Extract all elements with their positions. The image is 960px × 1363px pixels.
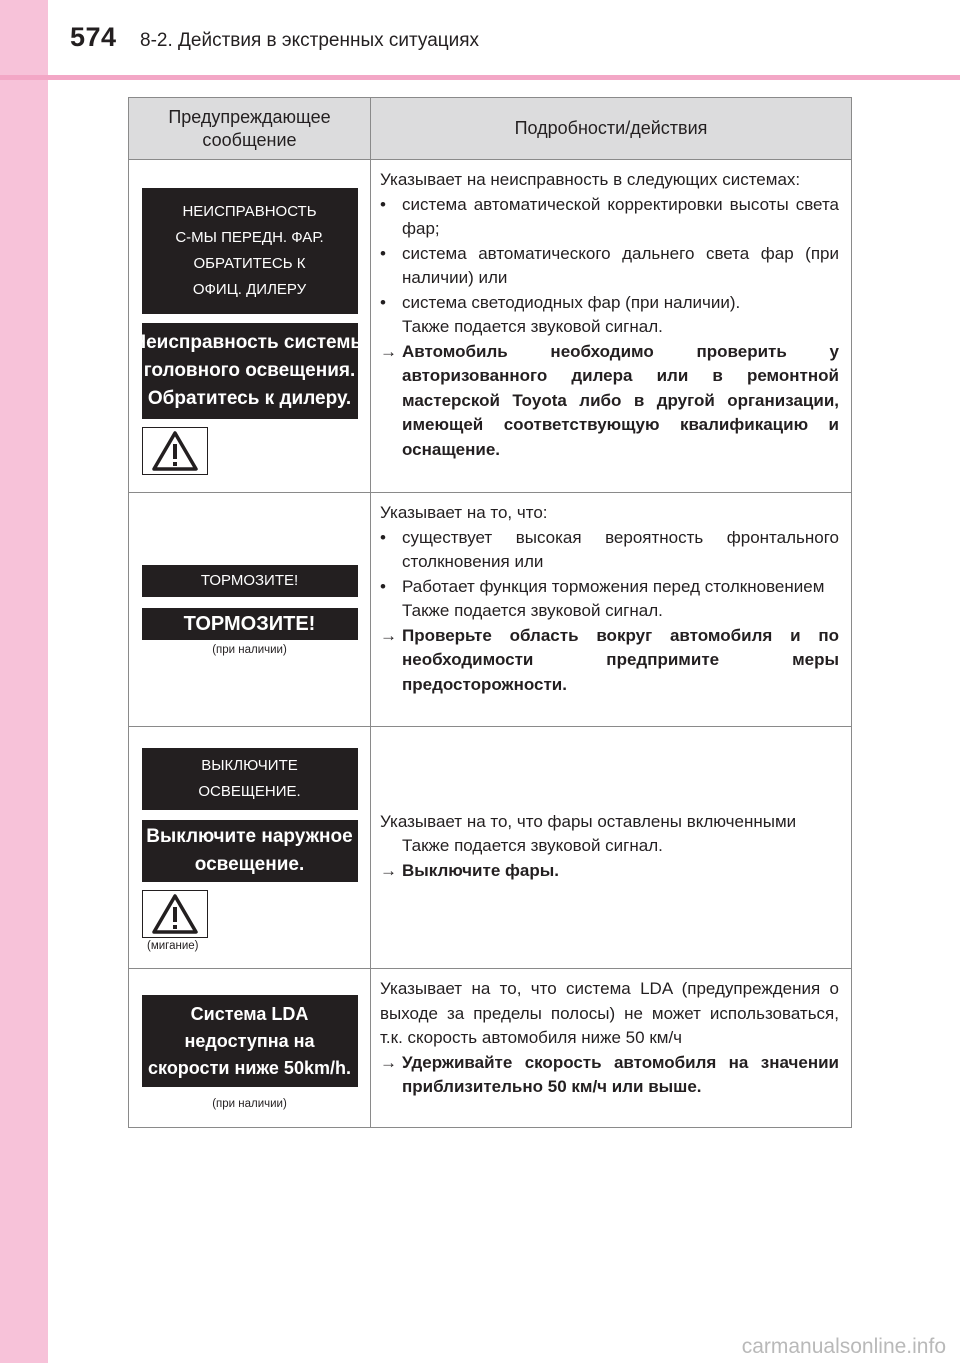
list-item (380, 575, 839, 600)
display-line: ВЫКЛЮЧИТЕ (201, 757, 298, 774)
action-instruction (380, 624, 839, 698)
action-text: Проверьте область вокруг автомобиля и по необходимости предпримите меры предосторожности. (402, 625, 839, 694)
display-line: ОСВЕЩЕНИЕ. (198, 783, 301, 800)
arrow-icon: → (380, 1052, 397, 1072)
page-number: 574 (70, 22, 117, 52)
section-title: 8-2. Действия в экстренных ситуациях (140, 30, 480, 51)
display-line: НЕИСПРАВНОСТЬ (182, 203, 317, 220)
display-message-plain (142, 748, 358, 810)
arrow-icon: → (380, 625, 397, 645)
display-line: Система LDA (190, 1003, 309, 1024)
details-cell (371, 969, 852, 1128)
bullet-text: система светодиодных фар (при наличии). (402, 292, 741, 312)
bullet-mark: • (380, 194, 386, 214)
bullet-mark: • (380, 527, 386, 547)
sound-note: Также подается звуковой сигнал. (402, 601, 663, 620)
header-line2: сообщение (202, 129, 297, 150)
message-cell (129, 160, 371, 493)
table-header-row (129, 98, 852, 160)
message-cell (129, 493, 371, 727)
table-row (129, 160, 852, 493)
bullet-mark: • (380, 576, 386, 596)
display-message-bold (142, 820, 358, 882)
header-details: Подробности/действия (371, 98, 852, 160)
display-caption: (при наличии) (212, 644, 287, 656)
details-intro: Указывает на то, что: (380, 503, 548, 522)
table-row (129, 493, 852, 727)
header-rule (0, 75, 960, 80)
details-intro: Указывает на то, что система LDA (предупреждения о выходе за пределы полосы) не может использоваться, т.к. скорость автомобиля ниже 50 км/ч (380, 979, 839, 1047)
display-line: ОФИЦ. ДИЛЕРУ (192, 281, 307, 298)
warning-triangle-icon (142, 427, 208, 475)
display-message-bold (142, 608, 358, 640)
display-line: недоступна на (184, 1030, 315, 1051)
bullet-mark: • (380, 292, 386, 312)
arrow-icon: → (380, 341, 397, 361)
message-cell (129, 727, 371, 969)
display-caption: (мигание) (147, 940, 199, 952)
display-line: Неисправность системы (132, 332, 367, 353)
display-message-bold (132, 323, 367, 419)
bullet-mark: • (380, 243, 386, 263)
list-item (380, 526, 839, 575)
list-item (380, 242, 839, 291)
table-row (129, 969, 852, 1128)
watermark: carmanualsonline.info (741, 1335, 946, 1358)
action-text: Автомобиль необходимо проверить у авторизованного дилера или в ремонтной мастерской Toyota либо в другой организации, имеющей соответствующую квалификацию и оснащение. (402, 341, 839, 459)
sound-note: Также подается звуковой сигнал. (402, 317, 663, 336)
display-line: ТОРМОЗИТЕ! (183, 613, 316, 635)
action-instruction (380, 859, 839, 884)
list-item (380, 291, 839, 316)
header-line1: Предупреждающее (168, 106, 331, 127)
action-text: Выключите фары. (402, 860, 559, 880)
details-cell (371, 160, 852, 493)
details-intro: Указывает на неисправность в следующих системах: (380, 170, 801, 189)
side-color-strip (0, 0, 48, 1363)
sound-note: Также подается звуковой сигнал. (402, 836, 663, 856)
details-cell (371, 493, 852, 727)
action-instruction (380, 340, 839, 463)
action-instruction (380, 1051, 839, 1100)
message-cell (129, 969, 371, 1128)
display-line: С-МЫ ПЕРЕДН. ФАР. (175, 229, 324, 246)
details-intro: Указывает на то, что фары оставлены включенными (380, 811, 797, 831)
action-text: Удерживайте скорость автомобиля на значении приблизительно 50 км/ч или выше. (402, 1052, 839, 1096)
display-line: головного освещения. (143, 360, 356, 381)
display-message-plain (142, 188, 358, 314)
display-line: ОБРАТИТЕСЬ К (193, 255, 306, 272)
display-line: Выключите наружное (146, 826, 353, 847)
list-item (380, 193, 839, 242)
display-line: Обратитесь к дилеру. (147, 388, 352, 409)
warning-triangle-icon (142, 890, 208, 938)
display-message-plain (142, 565, 358, 597)
display-line: скорости ниже 50km/h. (148, 1057, 351, 1078)
header-warning-message (129, 98, 371, 160)
bullet-text: Работает функция торможения перед столкновением (402, 576, 825, 596)
arrow-icon: → (380, 860, 397, 880)
display-line: ТОРМОЗИТЕ! (200, 572, 299, 589)
display-line: освещение. (194, 854, 305, 875)
details-cell (371, 727, 852, 969)
warning-messages-table (128, 97, 852, 1128)
bullet-text: система автоматического дальнего света фар (при наличии) или (402, 243, 839, 287)
bullet-text: существует высокая вероятность фронтального столкновения или (402, 527, 839, 571)
display-message-bold (142, 995, 358, 1087)
table-row (129, 727, 852, 969)
display-caption: (при наличии) (212, 1098, 287, 1110)
bullet-text: система автоматической корректировки высоты света фар; (402, 194, 839, 238)
